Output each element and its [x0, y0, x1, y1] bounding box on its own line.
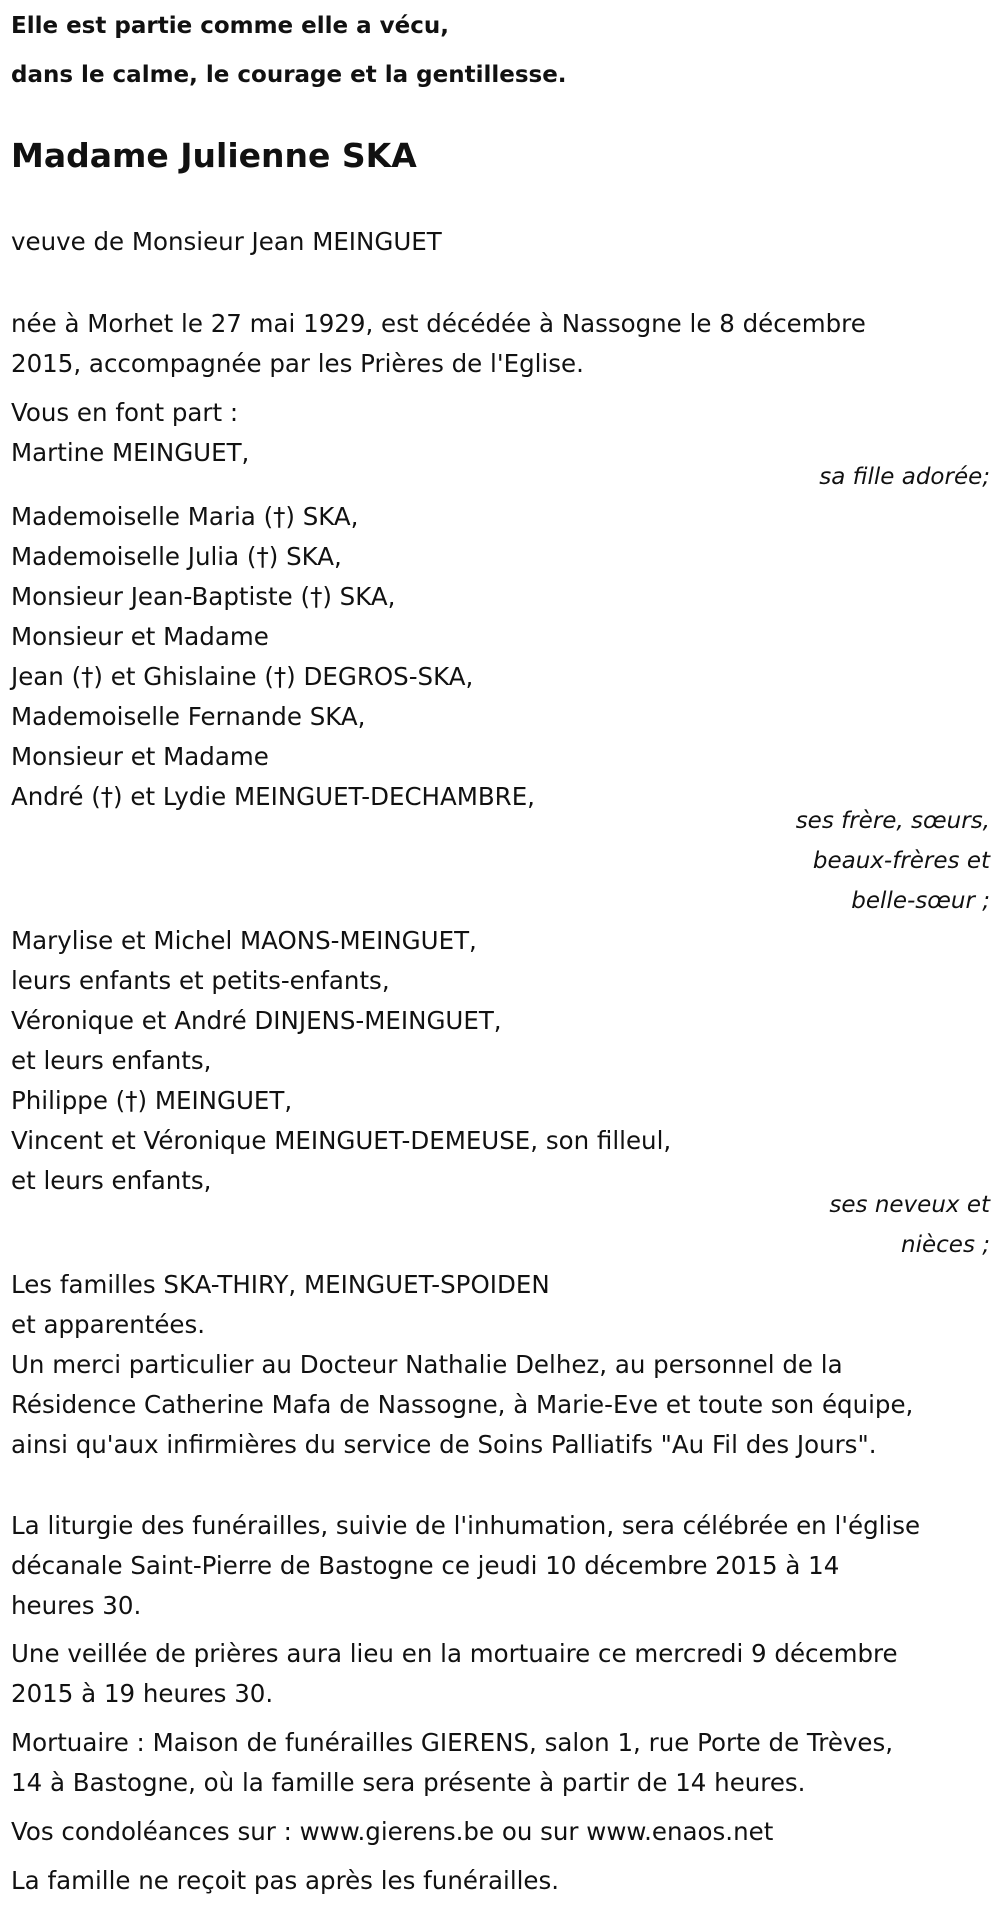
nephews-role-line: nièces ; [901, 1232, 990, 1258]
sibling-line: Jean (†) et Ghislaine (†) DEGROS-SKA, [11, 662, 474, 691]
sibling-line: Mademoiselle Fernande SKA, [11, 702, 366, 731]
nephew-line: Marylise et Michel MAONS-MEINGUET, [11, 926, 477, 955]
families-line-2: et apparentées. [11, 1310, 206, 1339]
nephew-line: Philippe (†) MEINGUET, [11, 1086, 293, 1115]
mortuary-line: 14 à Bastogne, où la famille sera présente à partir de 14 heures. [11, 1768, 806, 1797]
thanks-line: Résidence Catherine Mafa de Nassogne, à Marie-Eve et toute son équipe, [11, 1390, 914, 1419]
nephews-role-line: ses neveux et [829, 1192, 990, 1218]
sibling-line: Monsieur et Madame [11, 742, 269, 771]
liturgy-line: décanale Saint-Pierre de Bastogne ce jeudi 10 décembre 2015 à 14 [11, 1551, 840, 1580]
daughter-name: Martine MEINGUET, [11, 438, 250, 467]
sibling-line: Mademoiselle Maria (†) SKA, [11, 502, 359, 531]
thanks-line: ainsi qu'aux infirmières du service de Soins Palliatifs "Au Fil des Jours". [11, 1430, 877, 1459]
epitaph-line-2: dans le calme, le courage et la gentillesse. [11, 62, 567, 88]
closing-line: La famille ne reçoit pas après les funérailles. [11, 1866, 560, 1895]
sibling-line: Monsieur et Madame [11, 622, 269, 651]
epitaph-line-1: Elle est partie comme elle a vécu, [11, 13, 449, 39]
spouse-line: veuve de Monsieur Jean MEINGUET [11, 227, 442, 256]
liturgy-line: heures 30. [11, 1591, 142, 1620]
birth-line-1: née à Morhet le 27 mai 1929, est décédée à Nassogne le 8 décembre [11, 309, 866, 338]
sibling-line: Mademoiselle Julia (†) SKA, [11, 542, 342, 571]
siblings-role-line: belle-sœur ; [851, 888, 990, 914]
thanks-line: Un merci particulier au Docteur Nathalie Delhez, au personnel de la [11, 1350, 843, 1379]
sibling-line: Monsieur Jean-Baptiste (†) SKA, [11, 582, 396, 611]
condolences-line: Vos condoléances sur : www.gierens.be ou sur www.enaos.net [11, 1817, 774, 1846]
nephew-line: et leurs enfants, [11, 1166, 212, 1195]
daughter-role: sa fille adorée; [819, 464, 990, 490]
nephew-line: Vincent et Véronique MEINGUET-DEMEUSE, son filleul, [11, 1126, 672, 1155]
nephew-line: et leurs enfants, [11, 1046, 212, 1075]
nephew-line: leurs enfants et petits-enfants, [11, 966, 390, 995]
liturgy-line: La liturgie des funérailles, suivie de l'inhumation, sera célébrée en l'église [11, 1511, 921, 1540]
siblings-role-line: ses frère, sœurs, [795, 808, 990, 834]
families-line-1: Les familles SKA-THIRY, MEINGUET-SPOIDEN [11, 1270, 550, 1299]
announce-line: Vous en font part : [11, 398, 239, 427]
mortuary-line: Mortuaire : Maison de funérailles GIERENS, salon 1, rue Porte de Trèves, [11, 1728, 894, 1757]
vigil-line: 2015 à 19 heures 30. [11, 1679, 274, 1708]
vigil-line: Une veillée de prières aura lieu en la mortuaire ce mercredi 9 décembre [11, 1639, 898, 1668]
deceased-name: Madame Julienne SKA [11, 136, 417, 175]
sibling-line: André (†) et Lydie MEINGUET-DECHAMBRE, [11, 782, 535, 811]
birth-line-2: 2015, accompagnée par les Prières de l'Eglise. [11, 349, 584, 378]
siblings-role-line: beaux-frères et [812, 848, 990, 874]
nephew-line: Véronique et André DINJENS-MEINGUET, [11, 1006, 502, 1035]
